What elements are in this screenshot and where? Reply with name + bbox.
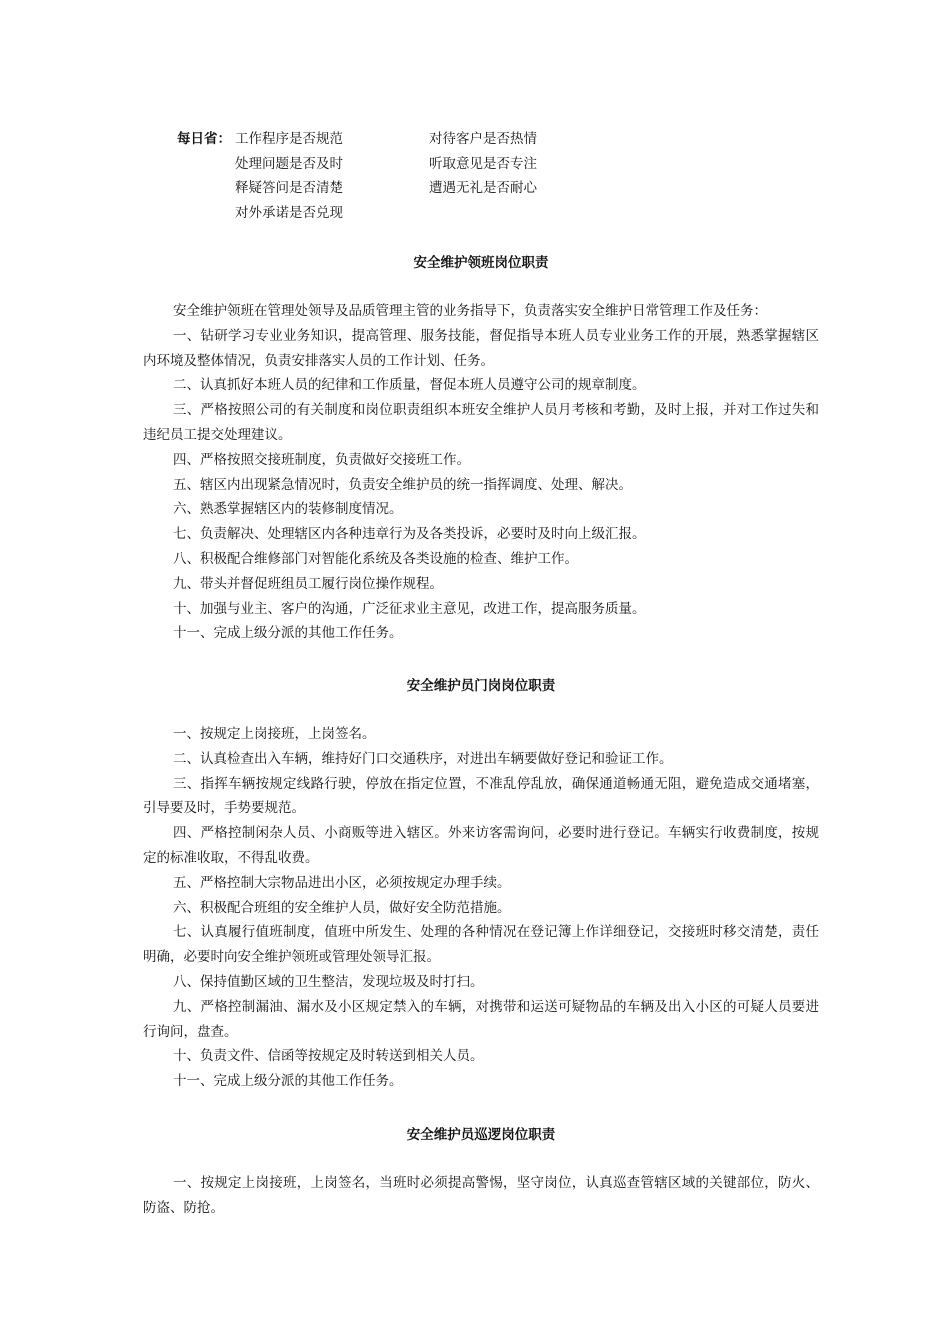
daily-check-row xyxy=(177,201,737,226)
paragraph: 一、钻研学习专业业务知识，提高管理、服务技能，督促指导本班人员专业业务工作的开展，熟悉掌握辖区内环境及整体情况，负责安排落实人员的工作计划、任务。 xyxy=(143,327,819,369)
paragraph: 二、认真检查出入车辆，维持好门口交通秩序，对进出车辆要做好登记和验证工作。 xyxy=(173,750,673,767)
daily-check-item: 工作程序是否规范 xyxy=(235,131,343,147)
paragraph: 十、负责文件、信函等按规定及时转送到相关人员。 xyxy=(173,1048,484,1065)
paragraph: 四、严格控制闲杂人员、小商贩等进入辖区。外来访客需询问，必要时进行登记。车辆实行收费制度，按规定的标准收取，不得乱收费。 xyxy=(143,825,819,866)
daily-check-item: 对外承诺是否兑现 xyxy=(235,205,343,222)
paragraph: 七、负责解决、处理辖区内各种违章行为及各类投诉，必要时及时向上级汇报。 xyxy=(173,526,646,543)
paragraph: 五、辖区内出现紧急情况时，负责安全维护员的统一指挥调度、处理、解决。 xyxy=(173,476,632,493)
paragraph: 十、加强与业主、客户的沟通，广泛征求业主意见，改进工作，提高服务质量。 xyxy=(173,600,646,617)
section-title: 安全维护员门岗岗位职责 xyxy=(406,678,556,694)
paragraph: 十一、完成上级分派的其他工作任务。 xyxy=(173,1073,403,1090)
paragraph: 十一、完成上级分派的其他工作任务。 xyxy=(173,625,403,642)
section-title: 安全维护员巡逻岗位职责 xyxy=(406,1127,556,1143)
daily-check-row xyxy=(177,152,737,177)
paragraph: 二、认真抓好本班人员的纪律和工作质量，督促本班人员遵守公司的规章制度。 xyxy=(173,377,646,394)
paragraph: 五、严格控制大宗物品进出小区，必须按规定办理手续。 xyxy=(173,874,511,891)
section-title: 安全维护领班岗位职责 xyxy=(413,255,549,271)
paragraph: 七、认真履行值班制度，值班中所发生、处理的各种情况在登记簿上作详细登记，交接班时移交清楚，责任明确，必要时向安全维护领班或管理处领导汇报。 xyxy=(143,924,819,966)
paragraph: 安全维护领班在管理处领导及品质管理主管的业务指导下，负责落实安全维护日常管理工作及任务： xyxy=(173,303,767,319)
section-team-leader xyxy=(143,253,819,646)
paragraph: 八、积极配合维修部门对智能化系统及各类设施的检查、维护工作。 xyxy=(173,550,578,567)
paragraph: 三、严格按照公司的有关制度和岗位职责组织本班安全维护人员月考核和考勤，及时上报，并对工作过失和违纪员工提交处理建议。 xyxy=(143,402,819,443)
daily-check-row xyxy=(177,176,737,201)
paragraph: 一、按规定上岗接班，上岗签名，当班时必须提高警惕，坚守岗位，认真巡查管辖区域的关键部位，防火、防盗、防抢。 xyxy=(143,1175,819,1216)
paragraph: 四、严格按照交接班制度，负责做好交接班工作。 xyxy=(173,451,470,468)
paragraph: 六、积极配合班组的安全维护人员，做好安全防范措施。 xyxy=(173,899,511,916)
daily-check-label: 每日省： xyxy=(177,131,231,147)
section-gate-guard xyxy=(143,676,819,1094)
daily-check-block xyxy=(177,127,737,226)
daily-check-item: 遭遇无礼是否耐心 xyxy=(429,180,537,197)
daily-check-item: 对待客户是否热情 xyxy=(429,131,537,147)
paragraph: 三、指挥车辆按规定线路行驶，停放在指定位置，不准乱停乱放，确保通道畅通无阻，避免造成交通堵塞，引导要及时，手势要规范。 xyxy=(143,775,819,817)
paragraph: 六、熟悉掌握辖区内的装修制度情况。 xyxy=(173,501,403,518)
daily-check-item: 听取意见是否专注 xyxy=(429,155,537,172)
daily-check-item: 处理问题是否及时 xyxy=(235,155,343,172)
paragraph: 九、带头并督促班组员工履行岗位操作规程。 xyxy=(173,575,443,592)
paragraph: 八、保持值勤区域的卫生整洁，发现垃圾及时打扫。 xyxy=(173,973,484,990)
daily-check-row xyxy=(177,127,737,152)
daily-check-item: 释疑答问是否清楚 xyxy=(235,180,343,197)
paragraph: 九、严格控制漏油、漏水及小区规定禁入的车辆，对携带和运送可疑物品的车辆及出入小区的可疑人员要进行询问，盘查。 xyxy=(143,998,819,1040)
section-patrol-guard xyxy=(143,1125,819,1221)
paragraph: 一、按规定上岗接班，上岗签名。 xyxy=(173,726,376,742)
